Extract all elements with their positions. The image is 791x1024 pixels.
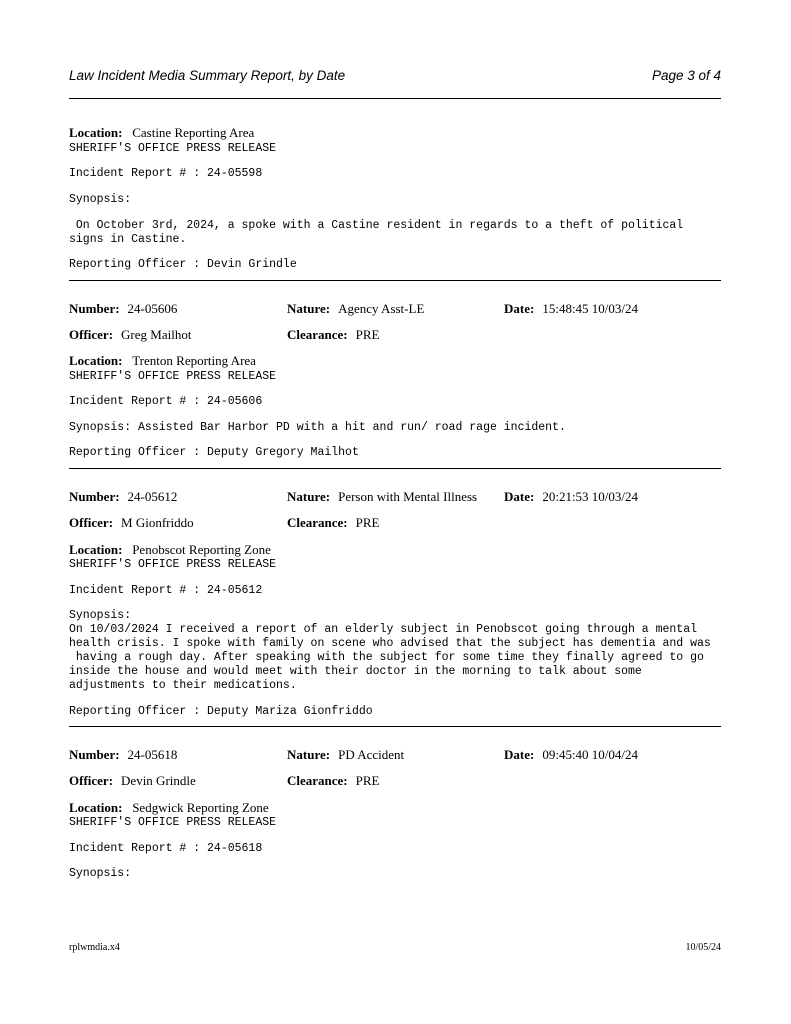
officer-label: Officer:: [69, 327, 114, 342]
reporting-officer-line: Reporting Officer : Deputy Mariza Gionfriddo: [69, 705, 373, 718]
number-field: [69, 747, 177, 763]
press-release-line: SHERIFF'S OFFICE PRESS RELEASE: [69, 142, 277, 155]
number-value: 24-05606: [127, 301, 178, 316]
incident-report-line: Incident Report # : 24-05612: [69, 584, 263, 597]
number-label: Number:: [69, 747, 120, 762]
clearance-value: PRE: [355, 327, 380, 342]
nature-field: [287, 301, 424, 317]
number-value: 24-05612: [127, 489, 178, 504]
date-value: 09:45:40 10/04/24: [542, 747, 639, 762]
date-field: [504, 301, 638, 317]
synopsis-text-line: Synopsis: Assisted Bar Harbor PD with a hit and run/ road rage incident.: [69, 421, 566, 434]
clearance-field: [287, 773, 379, 789]
nature-value: PD Accident: [338, 747, 405, 762]
clearance-value: PRE: [355, 773, 380, 788]
location-value: Sedgwick Reporting Zone: [132, 800, 269, 815]
incident-report-line: Incident Report # : 24-05598: [69, 167, 263, 180]
nature-label: Nature:: [287, 301, 331, 316]
clearance-label: Clearance:: [287, 515, 348, 530]
date-value: 15:48:45 10/03/24: [542, 301, 639, 316]
clearance-field: [287, 515, 379, 531]
report-title: Law Incident Media Summary Report, by Date: [69, 68, 346, 83]
location-value: Penobscot Reporting Zone: [132, 542, 271, 557]
synopsis-text-line: inside the house and would meet with their doctor in the morning to talk about some: [69, 665, 642, 678]
clearance-label: Clearance:: [287, 773, 348, 788]
synopsis-text-line: On October 3rd, 2024, a spoke with a Castine resident in regards to a theft of political: [69, 219, 684, 232]
officer-value: M Gionfriddo: [121, 515, 194, 530]
location-label: Location:: [69, 542, 123, 557]
date-label: Date:: [504, 489, 535, 504]
location-label: Location:: [69, 125, 123, 140]
nature-value: Agency Asst-LE: [338, 301, 425, 316]
entry-divider: [69, 726, 721, 727]
press-release-line: SHERIFF'S OFFICE PRESS RELEASE: [69, 816, 277, 829]
synopsis-text-line: health crisis. I spoke with family on scene who advised that the subject has dementia and was: [69, 637, 711, 650]
number-field: [69, 489, 177, 505]
location-line: [69, 125, 254, 141]
press-release-line: SHERIFF'S OFFICE PRESS RELEASE: [69, 558, 277, 571]
nature-value: Person with Mental Illness: [338, 489, 478, 504]
synopsis-label: Synopsis:: [69, 867, 132, 880]
clearance-value: PRE: [355, 515, 380, 530]
footer-report-code: rplwmdia.x4: [69, 942, 120, 953]
synopsis-label: Synopsis:: [69, 193, 132, 206]
incident-report-line: Incident Report # : 24-05606: [69, 395, 263, 408]
location-label: Location:: [69, 800, 123, 815]
location-line: [69, 542, 271, 558]
officer-label: Officer:: [69, 515, 114, 530]
reporting-officer-line: Reporting Officer : Deputy Gregory Mailhot: [69, 446, 359, 459]
footer-print-date: 10/05/24: [685, 942, 721, 953]
officer-field: [69, 773, 196, 789]
officer-field: [69, 327, 191, 343]
date-label: Date:: [504, 747, 535, 762]
location-value: Trenton Reporting Area: [132, 353, 256, 368]
nature-label: Nature:: [287, 489, 331, 504]
press-release-line: SHERIFF'S OFFICE PRESS RELEASE: [69, 370, 277, 383]
date-label: Date:: [504, 301, 535, 316]
number-field: [69, 301, 177, 317]
nature-label: Nature:: [287, 747, 331, 762]
location-line: [69, 800, 269, 816]
entry-divider: [69, 280, 721, 281]
nature-field: [287, 747, 404, 763]
clearance-field: [287, 327, 379, 343]
header-divider: [69, 98, 721, 99]
date-value: 20:21:53 10/03/24: [542, 489, 639, 504]
location-value: Castine Reporting Area: [132, 125, 255, 140]
synopsis-text-line: adjustments to their medications.: [69, 679, 297, 692]
reporting-officer-line: Reporting Officer : Devin Grindle: [69, 258, 297, 271]
clearance-label: Clearance:: [287, 327, 348, 342]
officer-field: [69, 515, 194, 531]
officer-value: Devin Grindle: [121, 773, 196, 788]
location-line: [69, 353, 256, 369]
date-field: [504, 489, 638, 505]
synopsis-text-line: signs in Castine.: [69, 233, 187, 246]
synopsis-text-line: On 10/03/2024 I received a report of an elderly subject in Penobscot going through a mental: [69, 623, 698, 636]
date-field: [504, 747, 638, 763]
location-label: Location:: [69, 353, 123, 368]
synopsis-text-line: having a rough day. After speaking with the subject for some time they finally agreed to go: [69, 651, 704, 664]
number-label: Number:: [69, 489, 120, 504]
entry-divider: [69, 468, 721, 469]
page-number: Page 3 of 4: [651, 68, 721, 83]
officer-label: Officer:: [69, 773, 114, 788]
synopsis-label: Synopsis:: [69, 609, 132, 622]
number-value: 24-05618: [127, 747, 178, 762]
number-label: Number:: [69, 301, 120, 316]
incident-report-line: Incident Report # : 24-05618: [69, 842, 263, 855]
nature-field: [287, 489, 477, 505]
officer-value: Greg Mailhot: [121, 327, 192, 342]
